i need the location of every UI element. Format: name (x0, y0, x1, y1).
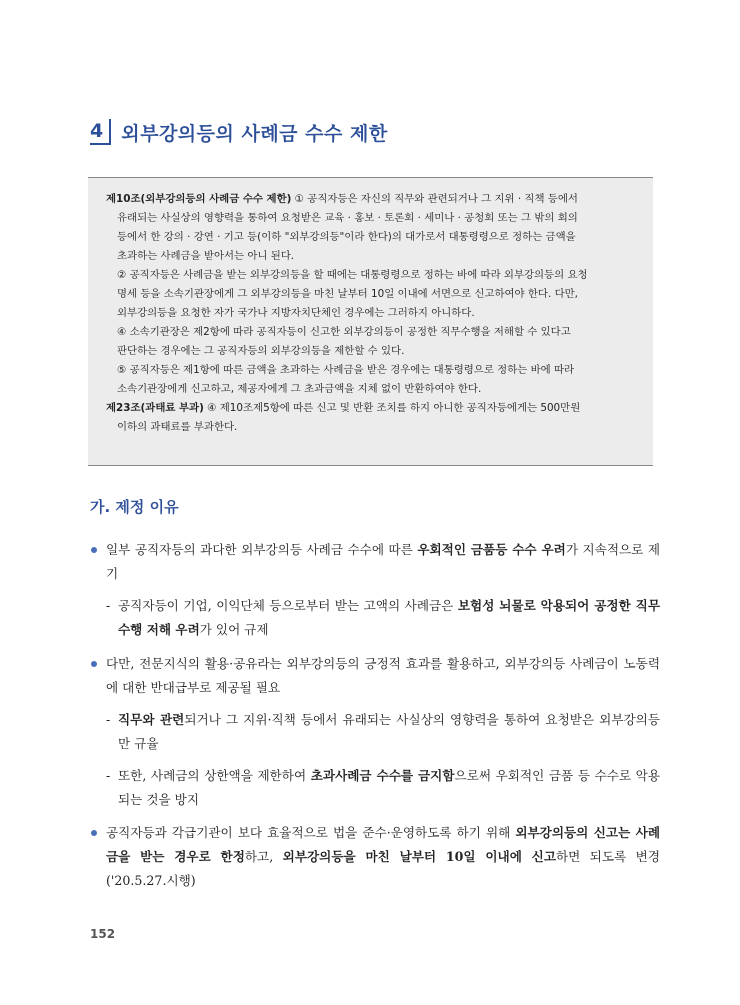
reason-dash-2 (90, 708, 660, 756)
section-title: 가. 제정 이유 (90, 498, 179, 516)
article-10-line: 초과하는 사례금을 받아서는 아니 된다. (117, 250, 295, 262)
text: 공직자등이 기업, 이익단체 등으로부터 받는 고액의 사례금은 (118, 598, 458, 613)
page-heading (90, 116, 388, 148)
dash-mark: - (106, 768, 111, 783)
text: 으로써 우회적인 금품 등 수수로 악용되는 것을 방지 (118, 768, 661, 807)
bold-text: 외부강의등의 신고는 사례금을 받는 경우로 한정 (106, 825, 660, 864)
article-23-title: 제23조(과태료 부과) (106, 402, 204, 414)
text: 되거나 그 지위·직책 등에서 유래되는 사실상의 영향력을 통하여 요청받은 외부강의등만 규율 (118, 712, 660, 751)
dash-mark: - (106, 598, 111, 613)
reason-bullet-1 (90, 538, 660, 586)
dash-mark: - (106, 712, 111, 727)
text: 일부 공직자등의 과다한 외부강의등 사례금 수수에 따른 (106, 542, 418, 557)
text: 가 있어 규제 (199, 622, 269, 637)
article-23 (106, 399, 639, 418)
article-10-title: 제10조(외부강의등의 사례금 수수 제한) (106, 193, 292, 205)
bullet-dot-icon (91, 661, 97, 667)
bold-text: 외부강의등을 마친 날부터 10일 이내에 신고 (282, 849, 556, 864)
page-number: 152 (90, 927, 116, 941)
heading-number: 4 (90, 119, 111, 145)
bold-text: 보험성 뇌물로 악용되어 공정한 직무수행 저해 우려 (118, 598, 660, 637)
article-10-p1 (106, 190, 639, 209)
reason-dash-3 (90, 764, 660, 812)
text: 하고, (244, 849, 283, 864)
article-10-p1-text: ① 공직자등은 자신의 직무와 관련되거나 그 지위 · 직책 등에서 (291, 193, 578, 205)
article-23-line: 이하의 과태료를 부과한다. (117, 421, 238, 433)
article-10-p2: ② 공직자등은 사례금을 받는 외부강의등을 할 때에는 대통령령으로 정하는 바에 따라 외부강의등의 요청 (117, 269, 588, 281)
reason-dash-1 (90, 594, 660, 642)
bold-text: 초과사례금 수수를 금지함 (310, 768, 455, 783)
article-10-line: 명세 등을 소속기관장에게 그 외부강의등을 마친 날부터 10일 이내에 서면으로 신고하여야 한다. 다만, (117, 288, 578, 300)
reason-bullet-2 (90, 652, 660, 700)
law-text-box (88, 177, 653, 466)
bold-text: 우회적인 금품등 수수 우려 (417, 542, 566, 557)
article-10-p4: ④ 소속기관장은 제2항에 따라 공직자등이 신고한 외부강의등이 공정한 직무수행을 저해할 수 있다고 (117, 326, 571, 338)
bullet-dot-icon (91, 830, 97, 836)
article-10-line: 소속기관장에게 신고하고, 제공자에게 그 초과금액을 지체 없이 반환하여야 한다. (117, 383, 482, 395)
text: 가 지속적으로 제기 (106, 542, 660, 581)
bold-text: 직무와 관련 (118, 712, 185, 727)
reason-bullet-3 (90, 821, 660, 893)
article-10-line: 등에서 한 강의 · 강연 · 기고 등(이하 "외부강의등"이라 한다)의 대가로서 대통령령으로 정하는 금액을 (117, 231, 576, 243)
article-23-text: ④ 제10조제5항에 따른 신고 및 반환 조치를 하지 아니한 공직자등에게는 500만원 (203, 402, 581, 414)
heading-title: 외부강의등의 사례금 수수 제한 (121, 122, 388, 145)
text: 공직자등과 각급기관이 보다 효율적으로 법을 준수·운영하도록 하기 위해 (106, 825, 516, 840)
text: 또한, 사례금의 상한액을 제한하여 (118, 768, 311, 783)
article-10-p5: ⑤ 공직자등은 제1항에 따른 금액을 초과하는 사례금을 받은 경우에는 대통령령으로 정하는 바에 따라 (117, 364, 575, 376)
article-10-line: 외부강의등을 요청한 자가 국가나 지방자치단체인 경우에는 그러하지 아니하다. (117, 307, 475, 319)
article-10-line: 유래되는 사실상의 영향력을 통하여 요청받은 교육 · 홍보 · 토론회 · 세미나 · 공청회 또는 그 밖의 회의 (117, 212, 578, 224)
article-10-line: 판단하는 경우에는 그 공직자등의 외부강의등을 제한할 수 있다. (117, 345, 405, 357)
bullet-dot-icon (91, 547, 97, 553)
text: 다만, 전문지식의 활용·공유라는 외부강의등의 긍정적 효과를 활용하고, 외부강의등 사례금이 노동력에 대한 반대급부로 제공될 필요 (106, 656, 660, 695)
text: 하면 되도록 변경('20.5.27.시행) (106, 849, 660, 888)
